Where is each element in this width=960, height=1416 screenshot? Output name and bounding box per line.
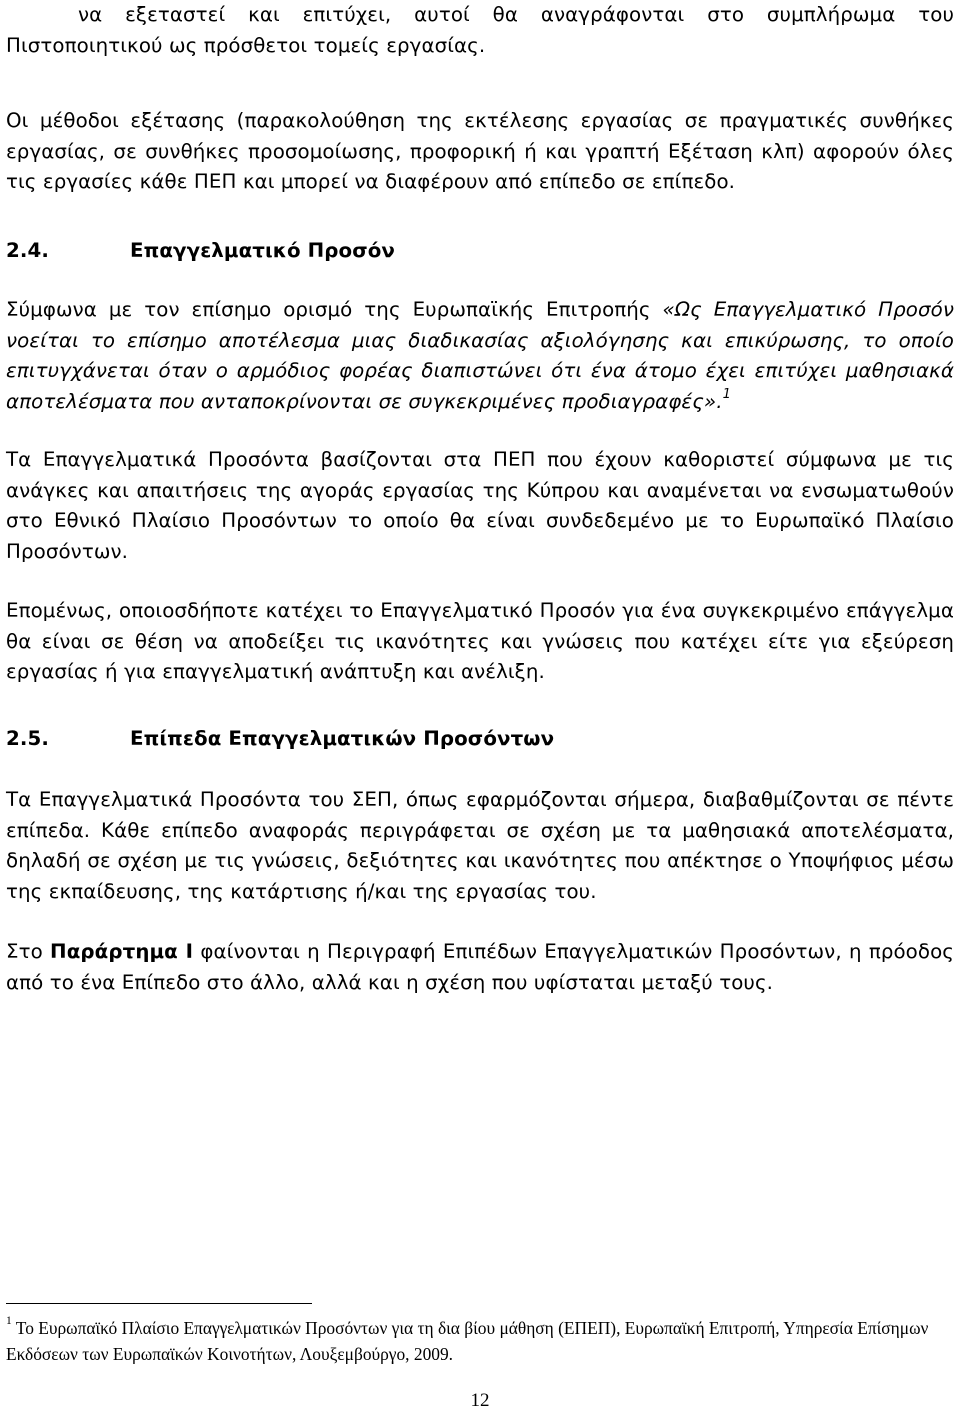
definition-quote: «Ως Επαγγελματικό Προσόν νοείται το επίσημο αποτέλεσμα μιας διαδικασίας αξιολόγησης και επικύρωσης, το οποίο επιτυγχάνεται όταν ο αρμόδιος φορέας διαπιστώνει ότι ένα άτομο έχει επιτύχει μαθησιακά αποτελέσματα που ανταποκρίνονται σε συγκεκριμένες προδιαγραφές». bbox=[6, 298, 954, 413]
document-page bbox=[6, 0, 954, 998]
section-number: 2.4. bbox=[6, 238, 49, 262]
therefore-paragraph: Επομένως, οποιοσδήποτε κατέχει το Επαγγελματικό Προσόν για ένα συγκεκριμένο επάγγελμα θα είναι σε θέση να αποδείξει τις ικανότητες και γνώσεις που κατέχει είτε για εξεύρεση εργασίας ή για επαγγελματική ανάπτυξη και ανέλιξη. bbox=[6, 599, 954, 683]
annex-rest: φαίνονται η Περιγραφή Επιπέδων Επαγγελματικών Προσόντων, η πρόοδος από το ένα Επίπεδο στο άλλο, αλλά και η σχέση που υφίσταται μεταξύ τους. bbox=[6, 940, 955, 994]
section-title: Επαγγελματικό Προσόν bbox=[130, 238, 396, 262]
footnote bbox=[6, 1315, 954, 1367]
continuation-line-1: να εξεταστεί και επιτύχει, αυτοί θα αναγράφονται στο συμπλήρωμα του bbox=[78, 3, 954, 26]
page-number: 12 bbox=[470, 1390, 490, 1411]
definition-lead: Σύμφωνα με τον επίσημο ορισμό της Ευρωπαϊκής Επιτροπής bbox=[6, 298, 663, 321]
annex-paragraph bbox=[6, 937, 954, 998]
definition-paragraph bbox=[6, 295, 954, 417]
footnote-text: Το Ευρωπαϊκό Πλαίσιο Επαγγελματικών Προσόντων για τη δια βίου μάθηση (ΕΠΕΠ), Ευρωπαϊκή Επιτροπή, Υπηρεσία Επίσημων Εκδόσεων των Ευρωπαϊκών Κοινοτήτων, Λουξεμβούργο, 2009. bbox=[6, 1318, 929, 1364]
footnote-marker: 1 bbox=[6, 1315, 12, 1328]
section-number: 2.5. bbox=[6, 726, 49, 750]
continuation-paragraph bbox=[6, 0, 954, 61]
levels-paragraph: Τα Επαγγελματικά Προσόντα του ΣΕΠ, όπως εφαρμόζονται σήμερα, διαβαθμίζονται σε πέντε επίπεδα. Κάθε επίπεδο αναφοράς περιγράφεται σε σχέση με τα μαθησιακά αποτελέσματα, δηλαδή σε σχέση με τις γνώσεις, δεξιότητες και ικανότητες που απέκτησε ο Υποψήφιος μέσω της εκπαίδευσης, της κατάρτισης ή/και της εργασίας του. bbox=[6, 788, 954, 903]
section-title: Επίπεδα Επαγγελματικών Προσόντων bbox=[130, 726, 555, 750]
annex-lead: Στο bbox=[6, 940, 51, 963]
footnote-reference: 1 bbox=[722, 386, 731, 402]
section-heading-2-5 bbox=[6, 724, 954, 755]
annex-link-text: Παράρτημα Ι bbox=[50, 940, 194, 963]
footnote-separator bbox=[6, 1303, 312, 1304]
section-heading-2-4 bbox=[6, 236, 954, 267]
based-paragraph: Τα Επαγγελματικά Προσόντα βασίζονται στα ΠΕΠ που έχουν καθοριστεί σύμφωνα με τις ανάγκες και απαιτήσεις της αγοράς εργασίας της Κύπρου και αναμένεται να ενσωματωθούν στο Εθνικό Πλαίσιο Προσόντων το οποίο θα είναι συνδεδεμένο με το Ευρωπαϊκό Πλαίσιο Προσόντων. bbox=[6, 448, 954, 563]
methods-paragraph: Οι μέθοδοι εξέτασης (παρακολούθηση της εκτέλεσης εργασίας σε πραγματικές συνθήκες εργασίας, σε συνθήκες προσομοίωσης, προφορική ή και γραπτή Εξέταση κλπ) αφορούν όλες τις εργασίες κάθε ΠΕΠ και μπορεί να διαφέρουν από επίπεδο σε επίπεδο. bbox=[6, 109, 954, 193]
continuation-line-2: Πιστοποιητικού ως πρόσθετοι τομείς εργασίας. bbox=[6, 33, 486, 57]
